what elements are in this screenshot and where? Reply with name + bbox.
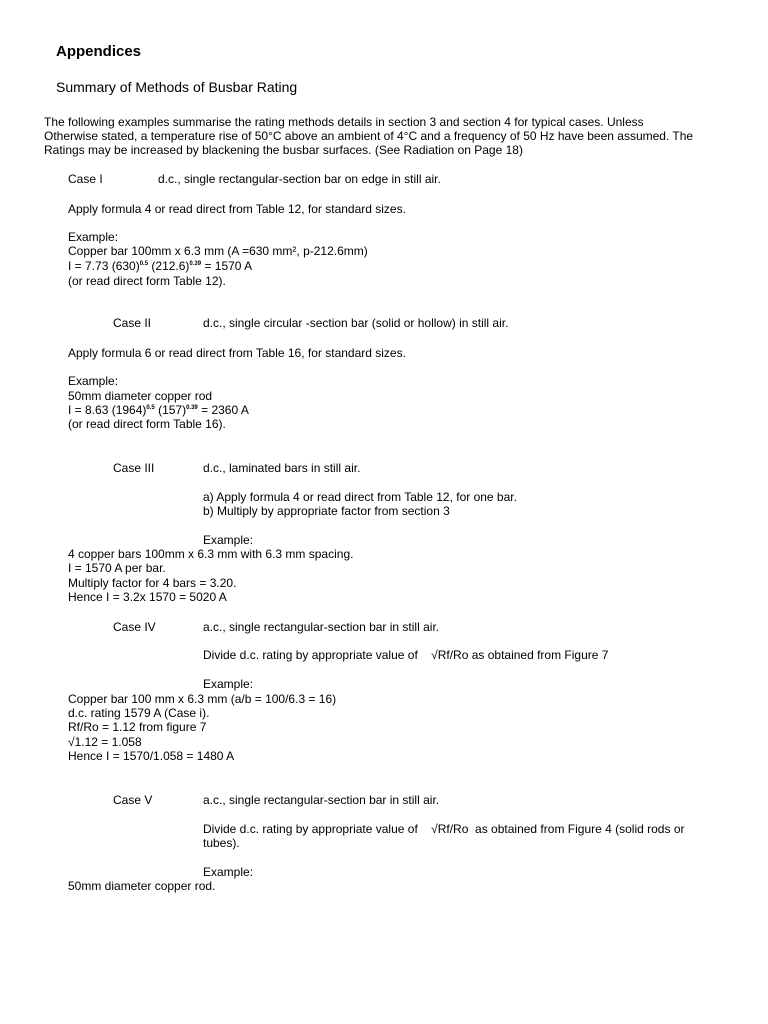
case-label: Case V (113, 793, 153, 807)
example-line: Multiply factor for 4 bars = 3.20. (68, 576, 237, 590)
example-line: 50mm diameter copper rod (68, 389, 213, 403)
example-label: Example: (203, 865, 254, 879)
formula-text: I = 8.63 (1964) (68, 403, 147, 417)
example-line: Rf/Ro = 1.12 from figure 7 (68, 720, 207, 734)
formula-text: (157) (154, 403, 187, 417)
example-line: Copper bar 100mm x 6.3 mm (A =630 mm², p-212.6mm) (68, 244, 368, 258)
example-line: Hence I = 1570/1.058 = 1480 A (68, 749, 235, 763)
example-line: Hence I = 3.2x 1570 = 5020 A (68, 590, 227, 604)
formula-text: = 2360 A (197, 403, 249, 417)
case-description: a.c., single rectangular-section bar in still air. (203, 793, 440, 807)
formula-exponent: 0.5 (139, 261, 149, 267)
case-label: Case IV (113, 620, 156, 634)
formula-exponent: 0.5 (146, 405, 155, 411)
example-line: 4 copper bars 100mm x 6.3 mm with 6.3 mm spacing. (68, 547, 354, 561)
divide-instruction-continued: tubes). (203, 836, 240, 850)
step-b: b) Multiply by appropriate factor from section 3 (203, 504, 450, 518)
example-formula (68, 259, 252, 273)
formula-exponent: 0.39 (186, 405, 198, 411)
case-description: d.c., single circular -section bar (solid or hollow) in still air. (203, 316, 509, 330)
example-formula (68, 403, 249, 417)
divide-instruction: Divide d.c. rating by appropriate value of √Rf/Ro as obtained from Figure 7 (203, 648, 609, 662)
example-label: Example: (203, 677, 254, 691)
example-line: Copper bar 100 mm x 6.3 mm (a/b = 100/6.3 = 16) (68, 692, 337, 706)
example-label: Example: (203, 533, 254, 547)
formula-text: = 1570 A (201, 259, 253, 273)
case-label: Case III (113, 461, 155, 475)
apply-instruction: Apply formula 6 or read direct from Table 16, for standard sizes. (68, 346, 406, 360)
example-label: Example: (68, 374, 119, 388)
divide-instruction: Divide d.c. rating by appropriate value of √Rf/Ro as obtained from Figure 4 (solid rods or (203, 822, 685, 836)
formula-text: (212.6) (148, 259, 190, 273)
example-line: (or read direct form Table 16). (68, 417, 226, 431)
case-description: d.c., single rectangular-section bar on edge in still air. (158, 172, 441, 186)
case-label: Case I (68, 172, 103, 186)
example-line: d.c. rating 1579 A (Case i). (68, 706, 210, 720)
apply-instruction: Apply formula 4 or read direct from Table 12, for standard sizes. (68, 202, 406, 216)
example-line: I = 1570 A per bar. (68, 561, 166, 575)
page-heading: Appendices (56, 43, 142, 60)
example-line: √1.12 = 1.058 (68, 735, 142, 749)
example-label: Example: (68, 230, 119, 244)
formula-exponent: 0.39 (189, 261, 202, 267)
case-label: Case II (113, 316, 152, 330)
case-description: a.c., single rectangular-section bar in still air. (203, 620, 440, 634)
step-a: a) Apply formula 4 or read direct from Table 12, for one bar. (203, 490, 517, 504)
intro-line: Otherwise stated, a temperature rise of 50°C above an ambient of 4°C and a frequency of 50 Hz have been assumed. The (44, 129, 694, 143)
example-line: (or read direct form Table 12). (68, 274, 226, 288)
intro-line: The following examples summarise the rating methods details in section 3 and section 4 for typical cases. Unless (44, 115, 644, 129)
page-subheading: Summary of Methods of Busbar Rating (56, 79, 298, 95)
example-line: 50mm diameter copper rod. (68, 879, 216, 893)
formula-text: I = 7.73 (630) (68, 259, 140, 273)
case-description: d.c., laminated bars in still air. (203, 461, 361, 475)
intro-line: Ratings may be increased by blackening the busbar surfaces. (See Radiation on Page 18) (44, 143, 523, 157)
